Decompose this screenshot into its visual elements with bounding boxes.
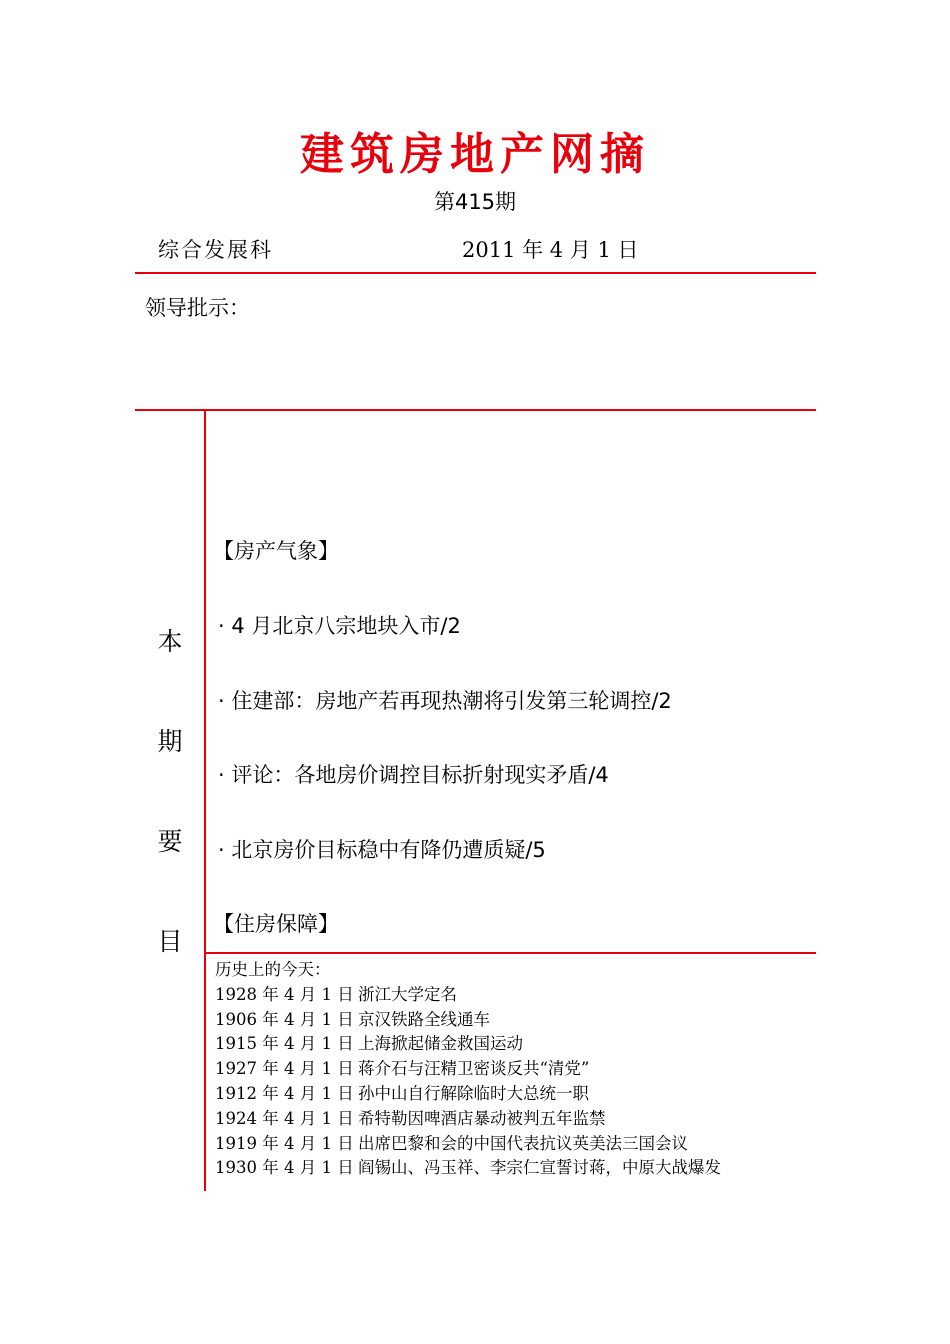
event-date: 1924 年 4 月 1 日 [215,1108,354,1128]
history-event [215,1132,721,1157]
toc-item: · 住建部：房地产若再现热潮将引发第三轮调控/2 [218,689,672,713]
history-section [215,958,721,1181]
sidebar-divider [204,409,206,1191]
toc-item: · 4 月北京八宗地块入市/2 [218,614,461,638]
history-title: 历史上的今天： [215,960,331,979]
history-event [215,1032,721,1057]
header-divider [135,272,816,274]
toc-section-heading: 【住房保障】 [213,912,339,936]
event-date: 1906 年 4 月 1 日 [215,1009,354,1029]
event-text: 出席巴黎和会的中国代表抗议英美法三国会议 [358,1133,688,1153]
history-event [215,1082,721,1107]
history-event [215,1057,721,1082]
instruction-label: 领导批示： [145,296,250,320]
event-date: 1912 年 4 月 1 日 [215,1083,354,1103]
history-event [215,983,721,1008]
event-date: 1927 年 4 月 1 日 [215,1059,354,1079]
event-date: 1928 年 4 月 1 日 [215,984,354,1004]
event-text: 阎锡山、冯玉祥、李宗仁宣誓讨蒋，中原大战爆发 [358,1158,721,1178]
event-text: 上海掀起储金救国运动 [358,1034,523,1054]
event-text: 孙中山自行解除临时大总统一职 [358,1083,589,1103]
issue-number: 第415期 [433,190,517,214]
sidebar-char: 要 [157,827,183,856]
event-date: 1915 年 4 月 1 日 [215,1034,354,1054]
event-date: 1919 年 4 月 1 日 [215,1133,354,1153]
event-text: 京汉铁路全线通车 [358,1009,490,1029]
history-event [215,1008,721,1033]
event-text: 浙江大学定名 [358,984,457,1004]
instruction-divider [135,409,816,411]
toc-section-heading: 【房产气象】 [213,539,339,563]
event-text: 蒋介石与汪精卫密谈反共“清党” [358,1059,590,1079]
history-event [215,1107,721,1132]
department-name: 综合发展科 [158,238,273,262]
toc-divider [204,952,816,954]
event-date: 1930 年 4 月 1 日 [215,1158,354,1178]
toc-item: · 评论：各地房价调控目标折射现实矛盾/4 [218,763,609,787]
publish-date: 2011 年 4 月 1 日 [462,238,639,262]
sidebar-char: 目 [157,927,183,956]
sidebar-char: 期 [157,727,183,756]
history-event [215,1156,721,1181]
toc-item: · 北京房价目标稳中有降仍遭质疑/5 [218,838,546,862]
sidebar-char: 本 [157,627,183,656]
newsletter-title: 建筑房地产网摘 [300,129,650,180]
event-text: 希特勒因啤酒店暴动被判五年监禁 [358,1108,606,1128]
